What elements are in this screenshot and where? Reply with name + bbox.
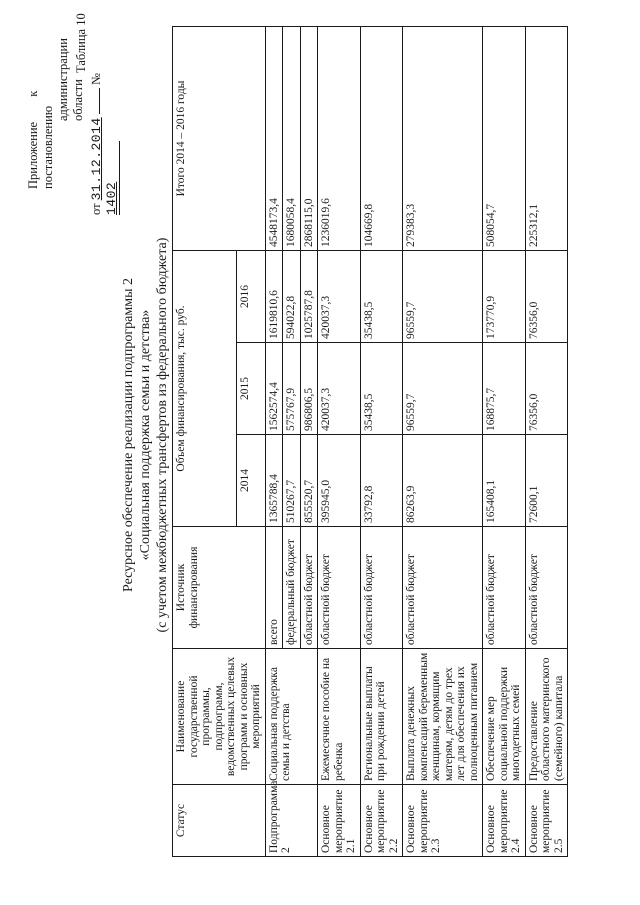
appendix-number: 1402 — [104, 181, 119, 215]
header-total: Итого 2014 – 2016 годы — [173, 26, 266, 250]
header-year-2015: 2015 — [236, 343, 265, 435]
cell-source: областной бюджет — [525, 527, 568, 649]
cell-2014: 72600,1 — [525, 435, 568, 527]
header-year-2014: 2014 — [236, 435, 265, 527]
header-status: Статус — [173, 785, 266, 857]
cell-source: областной бюджет — [403, 527, 483, 649]
cell-source: областной бюджет — [360, 527, 403, 649]
cell-total: 2868115,0 — [300, 26, 318, 250]
cell-source: областной бюджет — [483, 527, 526, 649]
appendix-block — [26, 15, 120, 215]
cell-2016: 35438,5 — [360, 250, 403, 342]
cell-2014: 395945,0 — [318, 435, 361, 527]
header-row-1 — [173, 26, 237, 856]
cell-total: 4548173,4 — [265, 26, 283, 250]
table-row — [483, 26, 526, 856]
cell-2015: 168875,7 — [483, 343, 526, 435]
cell-2014: 33792,8 — [360, 435, 403, 527]
cell-name: Выплата денежных компенсаций беременным женщинам, кормящим матерям, детям до трех лет для обеспечения их полноценным питанием — [403, 649, 483, 785]
document-headline — [120, 85, 171, 785]
table-row — [525, 26, 568, 856]
cell-total: 225312,1 — [525, 26, 568, 250]
cell-2014: 510267,7 — [283, 435, 301, 527]
cell-total: 1680058,4 — [283, 26, 301, 250]
cell-status: Основное мероприятие 2.4 — [483, 785, 526, 857]
appendix-date: 31.12.2014 — [89, 117, 104, 201]
cell-2014: 86263,9 — [403, 435, 483, 527]
headline-line-3: (с учетом межбюджетных трансфертов из федерального бюджета) — [155, 237, 170, 633]
cell-source: федеральный бюджет — [283, 527, 301, 649]
appendix-to-resolution: к постановлению — [26, 90, 55, 189]
signature-line — [88, 88, 100, 114]
cell-2016: 1025787,8 — [300, 250, 318, 342]
header-volume: Объем финансирования, тыс. руб. — [173, 250, 237, 526]
financing-table — [172, 26, 568, 857]
cell-2014: 165408,1 — [483, 435, 526, 527]
cell-2015: 76356,0 — [525, 343, 568, 435]
cell-2016: 173770,9 — [483, 250, 526, 342]
cell-2015: 575767,9 — [283, 343, 301, 435]
headline-line-2: «Социальная поддержка семьи и детства» — [138, 309, 153, 561]
cell-2016: 420037,3 — [318, 250, 361, 342]
cell-total: 104669,8 — [360, 26, 403, 250]
cell-status: Основное мероприятие 2.3 — [403, 785, 483, 857]
cell-name: Ежемесячное пособие на ребенка — [318, 649, 361, 785]
header-source: Источник финансирования — [173, 527, 266, 649]
cell-status: Подпрограмма 2 — [265, 785, 318, 857]
cell-total: 1236019,6 — [318, 26, 361, 250]
cell-2014: 1365788,4 — [265, 435, 283, 527]
cell-2015: 986806,5 — [300, 343, 318, 435]
header-name: Наименование государственной программы, подпрограмм, ведомственных целевых программ и основных мероприятий — [173, 649, 266, 785]
cell-2015: 96559,7 — [403, 343, 483, 435]
cell-status: Основное мероприятие 2.5 — [525, 785, 568, 857]
table-row — [360, 26, 403, 856]
header-year-2016: 2016 — [236, 250, 265, 342]
table-number: Таблица 10 — [74, 13, 88, 73]
cell-status: Основное мероприятие 2.1 — [318, 785, 361, 857]
headline-line-1: Ресурсное обеспечение реализации подпрограммы 2 — [121, 278, 136, 593]
cell-name: Обеспечение мер социальной поддержки многодетных семей — [483, 649, 526, 785]
appendix-administration: администрации области — [56, 38, 85, 121]
cell-name: Социальная поддержка семьи и детства — [265, 649, 318, 785]
cell-2015: 420037,3 — [318, 343, 361, 435]
cell-source: областной бюджет — [300, 527, 318, 649]
cell-2014: 855520,7 — [300, 435, 318, 527]
table-row — [403, 26, 483, 856]
cell-name: Предоставление областного материнского (семейного) капитала — [525, 649, 568, 785]
table-row — [318, 26, 361, 856]
cell-total: 508054,7 — [483, 26, 526, 250]
cell-2016: 96559,7 — [403, 250, 483, 342]
cell-source: областной бюджет — [318, 527, 361, 649]
table-row — [265, 26, 283, 856]
appendix-date-prefix: от — [89, 203, 103, 215]
appendix-number-prefix: № — [89, 73, 103, 86]
appendix-title: Приложение — [26, 121, 40, 189]
cell-2015: 1562574,4 — [265, 343, 283, 435]
cell-2016: 594022,8 — [283, 250, 301, 342]
cell-name: Региональные выплаты при рождении детей — [360, 649, 403, 785]
cell-2016: 1619810,6 — [265, 250, 283, 342]
cell-status: Основное мероприятие 2.2 — [360, 785, 403, 857]
cell-total: 279383,3 — [403, 26, 483, 250]
cell-source: всего — [265, 527, 283, 649]
cell-2015: 35438,5 — [360, 343, 403, 435]
cell-2016: 76356,0 — [525, 250, 568, 342]
